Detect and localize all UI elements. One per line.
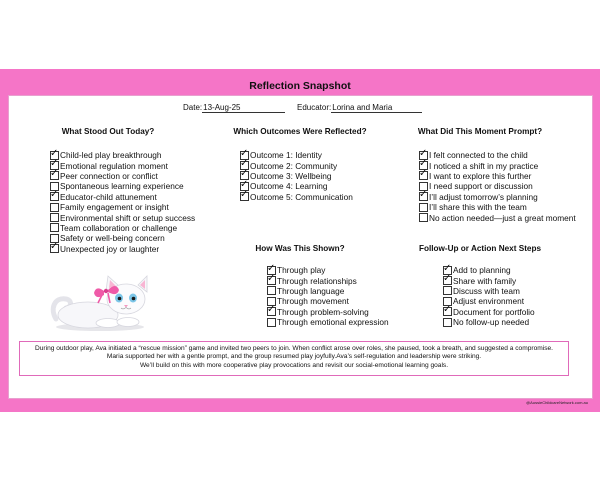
prompt-title: What Did This Moment Prompt? xyxy=(417,127,543,136)
observation-summary xyxy=(19,341,569,376)
checklist-item-label: Through emotional expression xyxy=(277,317,389,328)
outcomes-title: Which Outcomes Were Reflected? xyxy=(233,127,367,136)
checklist-item-label: Document for portfolio xyxy=(453,306,535,317)
checklist-item-label: Outcome 2: Community xyxy=(250,160,338,171)
checklist-item-label: Unexpected joy or laughter xyxy=(60,243,160,254)
checklist-item[interactable] xyxy=(50,202,195,212)
shown-list xyxy=(267,265,389,327)
checklist-item-label: Educator-child attunement xyxy=(60,191,157,202)
checklist-item[interactable] xyxy=(240,192,353,202)
checkbox-checked[interactable] xyxy=(267,276,276,285)
followup-title: Follow-Up or Action Next Steps xyxy=(418,244,542,253)
checklist-item[interactable] xyxy=(50,160,195,170)
date-label: Date: xyxy=(183,103,203,112)
educator-row xyxy=(297,103,422,113)
date-field[interactable]: 13-Aug-25 xyxy=(202,103,285,113)
summary-line: Maria supported her with a gentle prompt, and the group resumed play joyfully.Ava’s self-regulation and leadership were striking. xyxy=(106,353,482,361)
stood-out-title: What Stood Out Today? xyxy=(61,127,155,136)
checklist-item[interactable] xyxy=(419,171,576,181)
checklist-item[interactable] xyxy=(50,181,195,191)
checklist-item[interactable] xyxy=(50,192,195,202)
outcomes-list xyxy=(240,150,353,202)
checklist-item[interactable] xyxy=(240,171,353,181)
checklist-item-label: I’ll adjust tomorrow’s planning xyxy=(429,191,538,202)
checklist-item[interactable] xyxy=(443,307,535,317)
checklist-item-label: Safety or well-being concern xyxy=(60,233,165,244)
summary-line: During outdoor play, Ava initiated a “rescue mission” game and invited two peers to join. When conflict arose over roles, she paused, took a breath, and suggested a compromise. xyxy=(34,345,553,352)
checklist-item-label: Peer connection or conflict xyxy=(60,170,158,181)
educator-label: Educator: xyxy=(297,103,332,112)
kitten-paw xyxy=(96,319,120,328)
checkbox-unchecked[interactable] xyxy=(443,286,452,295)
checklist-item[interactable] xyxy=(419,202,576,212)
page-title: Reflection Snapshot xyxy=(249,80,351,92)
credit-text: @AussieChildcareNetwork.com.au xyxy=(526,400,588,405)
checklist-item-label: No action needed—just a great moment xyxy=(429,212,576,223)
followup-list xyxy=(443,265,535,327)
checkbox-checked[interactable] xyxy=(443,276,452,285)
checklist-item[interactable] xyxy=(240,160,353,170)
checkbox-unchecked[interactable] xyxy=(443,318,452,327)
kitten-pupil xyxy=(132,297,136,301)
checklist-item-label: Outcome 4: Learning xyxy=(250,181,328,192)
checklist-item[interactable] xyxy=(443,317,535,327)
checklist-item-label: I noticed a shift in my practice xyxy=(429,160,539,171)
date-row xyxy=(183,103,285,113)
checkbox-checked[interactable] xyxy=(50,171,59,180)
checklist-item[interactable] xyxy=(50,233,195,243)
checklist-item-label: Adjust environment xyxy=(453,296,525,307)
educator-field[interactable]: Lorina and Maria xyxy=(331,103,422,113)
checkbox-unchecked[interactable] xyxy=(50,213,59,222)
checklist-item[interactable] xyxy=(50,171,195,181)
checklist-item[interactable] xyxy=(267,275,389,285)
checklist-item-label: Through problem-solving xyxy=(277,306,369,317)
checklist-item[interactable] xyxy=(419,212,576,222)
checklist-item-label: I need support or discussion xyxy=(429,181,533,192)
checklist-item-label: Share with family xyxy=(453,275,517,286)
shown-title: How Was This Shown? xyxy=(255,244,345,253)
checklist-item[interactable] xyxy=(267,286,389,296)
checklist-item[interactable] xyxy=(267,296,389,306)
checklist-item[interactable] xyxy=(240,150,353,160)
checkbox-checked[interactable] xyxy=(419,171,428,180)
summary-line: We’ll build on this with more cooperative play provocations and revisit our social-emotional learning goals. xyxy=(139,361,449,369)
checklist-item-label: Outcome 1: Identity xyxy=(250,150,322,161)
checklist-item[interactable] xyxy=(267,265,389,275)
checklist-item[interactable] xyxy=(419,192,576,202)
checklist-item[interactable] xyxy=(50,223,195,233)
checklist-item-label: Environmental shift or setup success xyxy=(60,212,196,223)
checklist-item-label: Child-led play breakthrough xyxy=(60,150,162,161)
checkbox-checked[interactable] xyxy=(267,307,276,316)
checklist-item[interactable] xyxy=(50,150,195,160)
checklist-item[interactable] xyxy=(443,296,535,306)
checklist-item-label: No follow-up needed xyxy=(453,317,530,328)
checklist-item-label: I’ll share this with the team xyxy=(429,202,527,213)
checklist-item[interactable] xyxy=(443,265,535,275)
checkbox-checked[interactable] xyxy=(443,307,452,316)
prompt-list xyxy=(419,150,576,223)
checkbox-checked[interactable] xyxy=(240,192,249,201)
checkbox-unchecked[interactable] xyxy=(267,286,276,295)
checklist-item[interactable] xyxy=(443,286,535,296)
checkbox-checked[interactable] xyxy=(50,192,59,201)
checklist-item[interactable] xyxy=(240,181,353,191)
checklist-item-label: Team collaboration or challenge xyxy=(60,222,178,233)
checklist-item-label: Through relationships xyxy=(277,275,357,286)
kitten-pupil xyxy=(118,297,122,301)
checklist-item[interactable] xyxy=(50,244,195,254)
bow-knot xyxy=(104,289,108,293)
checkbox-unchecked[interactable] xyxy=(50,203,59,212)
checklist-item-label: Through movement xyxy=(277,296,349,307)
stood-out-list xyxy=(50,150,195,254)
checkbox-unchecked[interactable] xyxy=(267,318,276,327)
kitten-illustration xyxy=(48,275,153,333)
checklist-item[interactable] xyxy=(443,275,535,285)
checklist-item-label: I want to explore this further xyxy=(429,170,532,181)
checklist-item-label: Outcome 5: Communication xyxy=(250,191,353,202)
checklist-item[interactable] xyxy=(267,307,389,317)
checklist-item[interactable] xyxy=(419,181,576,191)
checkbox-checked[interactable] xyxy=(419,192,428,201)
checklist-item[interactable] xyxy=(50,212,195,222)
checkbox-unchecked[interactable] xyxy=(419,213,428,222)
checklist-item-label: Spontaneous learning experience xyxy=(60,181,184,192)
checkbox-checked[interactable] xyxy=(50,244,59,253)
checklist-item-label: Family engagement or insight xyxy=(60,202,169,213)
checkbox-unchecked[interactable] xyxy=(419,203,428,212)
kitten-paw xyxy=(117,318,139,327)
checkbox-unchecked[interactable] xyxy=(50,223,59,232)
checklist-item[interactable] xyxy=(267,317,389,327)
checklist-item-label: Emotional regulation moment xyxy=(60,160,168,171)
checklist-item-label: I felt connected to the child xyxy=(429,150,528,161)
checklist-item-label: Through language xyxy=(277,285,345,296)
checklist-item-label: Outcome 3: Wellbeing xyxy=(250,170,332,181)
checklist-item[interactable] xyxy=(419,150,576,160)
checklist-item-label: Through play xyxy=(277,265,326,276)
checklist-item-label: Add to planning xyxy=(453,265,511,276)
checklist-item-label: Discuss with team xyxy=(453,285,520,296)
checklist-item[interactable] xyxy=(419,160,576,170)
